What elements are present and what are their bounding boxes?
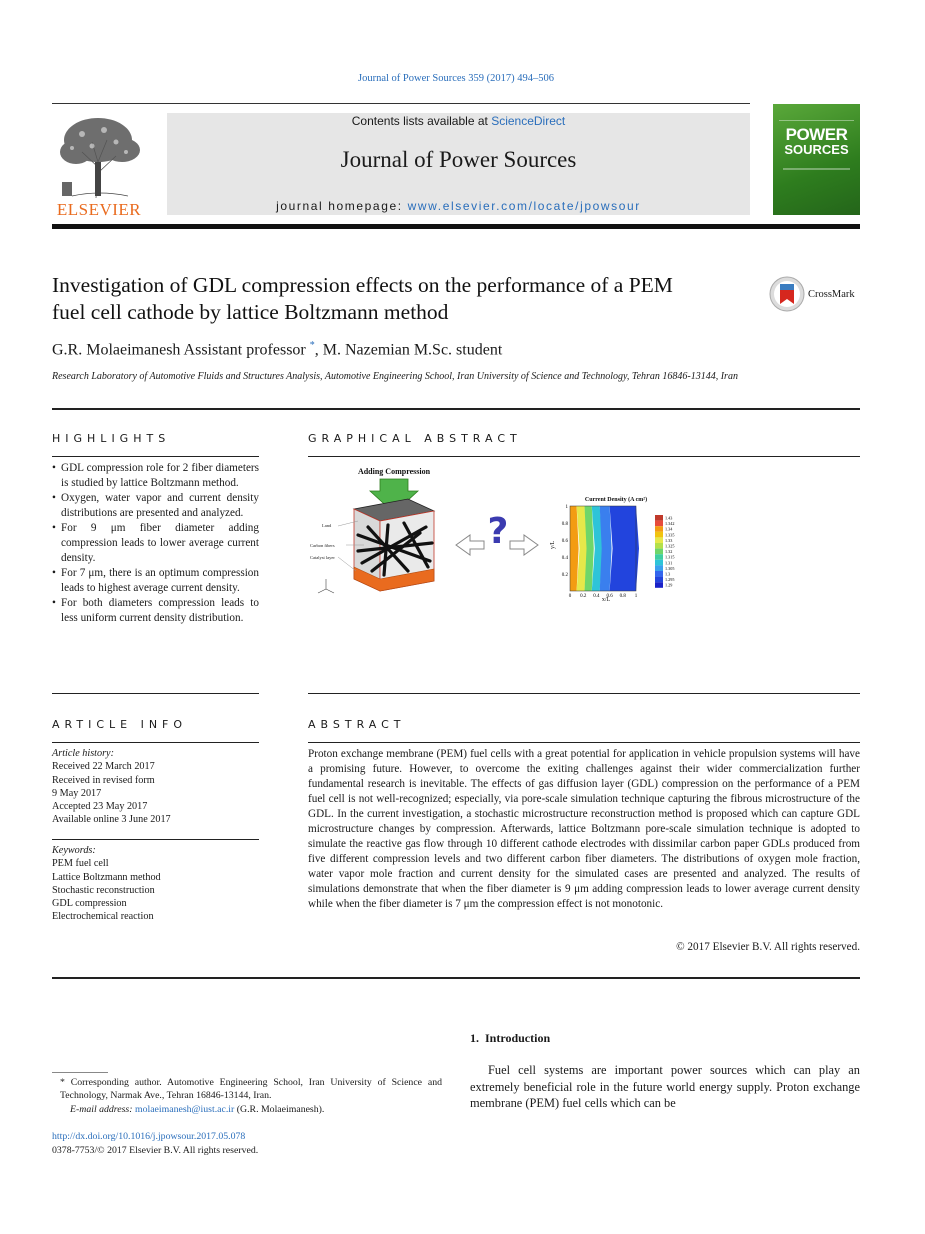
footnote-separator [52,1072,108,1073]
x-tick-label: 0.4 [593,594,600,599]
email-label: E-mail address: [70,1103,133,1115]
colorbar-label: 1.31 [665,560,673,566]
history-entry: 9 May 2017 [52,787,102,799]
article-title [52,272,752,326]
doi-link[interactable]: http://dx.doi.org/10.1016/j.jpowsour.2017.05.078 [52,1131,246,1142]
colorbar-swatch [655,515,663,521]
abstract-heading: ABSTRACT [308,718,406,731]
keyword-item: Stochastic reconstruction [52,884,155,896]
highlight-item: • GDL compression role for 2 fiber diameters is studied by lattice Boltzmann method. [52,461,259,491]
heatmap-band [610,506,639,591]
affiliation: Research Laboratory of Automotive Fluids and Structures Analysis, Automotive Engineering School, Iran University of Science and Technology, Tehran 16846-13144, Iran [52,371,738,382]
keyword-item: GDL compression [52,898,127,910]
chart-title: Current Density (A cm²) [584,497,648,503]
colorbar-label: 1.32 [665,549,673,555]
article-info-heading-rule [52,742,259,743]
graphical-abstract-figure [308,463,688,605]
history-entry: Received in revised form [52,774,155,786]
colorbar-swatch [655,526,663,532]
title-line-1: Investigation of GDL compression effects on the performance of a PEM [52,273,673,297]
ga-layer-label: Land [322,523,332,528]
keywords [52,844,259,924]
colorbar-label: 1.34 [665,526,673,532]
article-info-heading: ARTICLE INFO [52,718,188,731]
contents-prefix: Contents lists available at [351,114,488,128]
abstract-body: Proton exchange membrane (PEM) fuel cells with a great potential for application in vehicle propulsion systems will have a promising future. However, to overcome the exiting challenges against their wider commercialization further fundamental research is inevitable. The effects of gas diffusion layer (GDL) compression on the performance of a PEM fuel cell is not well-recognized; especially, via pore-scale simulation technique capturing the fibrous microstructure of the GDL. In the current investigation, a stochastic microstructure reconstruction method is proposed which can capture GDL microstructure changes by compression. Afterwards, lattice Boltzmann pore-scale simulation technique is adopted to simulate the reactive gas flow through 10 different cathode electrodes with dissimilar carbon paper GDLs produced from five different compression levels and two different carbon fiber diameters. The distributions of oxygen mole fraction, water vapor mole fraction and current density for the simulated cases are presented and analyzed. The results of simulations demonstrate that when the fiber diameter is 9 μm adding compression leads to lower average current density while when the fiber diameter is 7 μm the compression effect is not monotonic. [308,748,860,910]
corresponding-author-note: * Corresponding author. Automotive Engineering School, Iran University of Science and Technology, Narmak Ave., Tehran 16846-13144, Iran. [60,1077,442,1102]
highlight-item: • For 9 μm fiber diameter adding compression leads to lower average current density. [52,521,259,566]
homepage-prefix: journal homepage: [276,199,403,213]
article-history [52,747,259,827]
highlights-heading-rule [52,456,259,457]
graphical-abstract-heading-rule [308,456,860,457]
y-tick-label: 0.8 [561,522,568,527]
colorbar-swatch [655,565,663,571]
history-label: Article history: [52,748,114,759]
chart-x-label: x/L [601,597,611,603]
colorbar-swatch [655,554,663,560]
x-tick-label: 0.6 [606,594,613,599]
author-2: , M. Nazemian M.Sc. student [314,341,503,359]
x-tick-label: 0 [568,594,572,599]
colorbar-label: 1.43 [665,515,673,521]
introduction-heading: 1. Introduction [470,1031,551,1045]
history-entry: Accepted 23 May 2017 [52,801,148,813]
colorbar-swatch [655,571,663,577]
colorbar-label: 1.33 [665,537,673,543]
abstract-copyright: © 2017 Elsevier B.V. All rights reserved. [676,941,860,953]
colorbar-swatch [655,537,663,543]
colorbar-label: 1.335 [665,532,675,538]
journal-title: Journal of Power Sources [340,147,577,172]
highlight-item: • For 7 μm, there is an optimum compression leads to highest average current density. [52,566,259,596]
colorbar-label: 1.29 [665,582,673,588]
elsevier-tree-icon [52,112,146,200]
colorbar-label: 1.295 [665,577,675,583]
graphical-abstract-bottom-rule [308,693,860,694]
colorbar-swatch [655,532,663,538]
colorbar-swatch [655,582,663,588]
crossmark-badge[interactable] [769,276,861,314]
colorbar-label: 1.315 [665,554,675,560]
footnote [52,1076,442,1116]
left-arrow-icon [456,535,484,555]
keyword-item: Lattice Boltzmann method [52,871,161,883]
colorbar-label: 1.3 [665,571,671,577]
history-entry: Received 22 March 2017 [52,761,155,773]
abstract-heading-rule [308,742,860,743]
introduction-body: Fuel cell systems are important power sources which can play an extremely beneficial role in the future world energy supply. Proton exchange membrane (PEM) fuel cells which can be [470,1063,860,1111]
highlight-item: • Oxygen, water vapor and current density distributions are presented and analyzed. [52,491,259,521]
axis-triad-icon [318,579,334,593]
colorbar-label: 1.325 [665,543,675,549]
section-rule-top [52,408,860,410]
current-density-chart [548,463,688,605]
y-tick-label: 0.6 [561,539,568,544]
contents-line [167,114,750,128]
crossmark-icon [769,276,805,312]
corresponding-author-mark[interactable]: * [309,340,315,351]
colorbar-swatch [655,577,663,583]
history-entry: Available online 3 June 2017 [52,814,171,826]
keywords-rule [52,839,259,840]
homepage-line [167,199,750,213]
graphical-abstract-heading: GRAPHICAL ABSTRACT [308,432,522,445]
sciencedirect-link[interactable]: ScienceDirect [491,114,566,128]
cover-bottom-lines [783,168,850,170]
author-1: G.R. Molaeimanesh Assistant professor [52,341,306,359]
keyword-item: PEM fuel cell [52,858,109,870]
colorbar-swatch [655,543,663,549]
header-top-rule [52,103,750,104]
cover-title-line2: SOURCES [784,142,849,157]
right-arrow-icon [510,535,538,555]
x-tick-label: 0.8 [619,594,626,599]
email-suffix: (G.R. Molaeimanesh). [236,1103,325,1115]
elsevier-logo[interactable] [52,112,146,219]
journal-cover[interactable] [773,104,860,215]
section-rule-bottom [52,977,860,979]
highlights-bottom-rule [52,693,259,694]
highlights-list [52,461,259,626]
crossmark-label: CrossMark [808,289,855,300]
publisher-name: ELSEVIER [56,200,142,219]
journal-reference[interactable]: Journal of Power Sources 359 (2017) 494–506 [358,73,554,84]
colorbar-label: 1.342 [665,521,675,527]
keyword-item: Electrochemical reaction [52,911,154,923]
ga-layer-label: Carbon fibers [310,543,335,548]
highlights-heading: HIGHLIGHTS [52,432,171,445]
colorbar-swatch [655,521,663,527]
issn-line: 0378-7753/© 2017 Elsevier B.V. All rights reserved. [52,1145,259,1156]
cover-title-line1: POWER [785,125,848,144]
header-thick-rule [52,224,860,229]
journal-header-box [167,113,750,215]
chart-y-label: y/L [550,540,556,549]
y-tick-label: 0.4 [561,556,568,561]
keywords-label: Keywords: [52,845,96,856]
email-line [52,1103,442,1116]
title-line-2: fuel cell cathode by lattice Boltzmann method [52,300,449,324]
colorbar-swatch [655,560,663,566]
ga-layer-label: Catalyst layer [310,555,335,560]
question-mark-icon: ? [487,511,509,552]
colorbar-swatch [655,549,663,555]
ga-left-title: Adding Compression [357,467,431,476]
heatmap-band [570,506,579,591]
x-tick-label: 1 [634,594,638,599]
email-link[interactable]: molaeimanesh@iust.ac.ir [134,1103,235,1115]
author-line [52,340,502,359]
x-tick-label: 0.2 [580,594,587,599]
colorbar-label: 1.305 [665,565,675,571]
cover-top-strip [779,110,854,121]
homepage-link[interactable]: www.elsevier.com/locate/jpowsour [407,199,641,213]
y-tick-label: 0.2 [561,573,568,578]
highlight-item: • For both diameters compression leads to less uniform current density distribution. [52,596,259,626]
y-tick-label: 1 [565,505,568,510]
